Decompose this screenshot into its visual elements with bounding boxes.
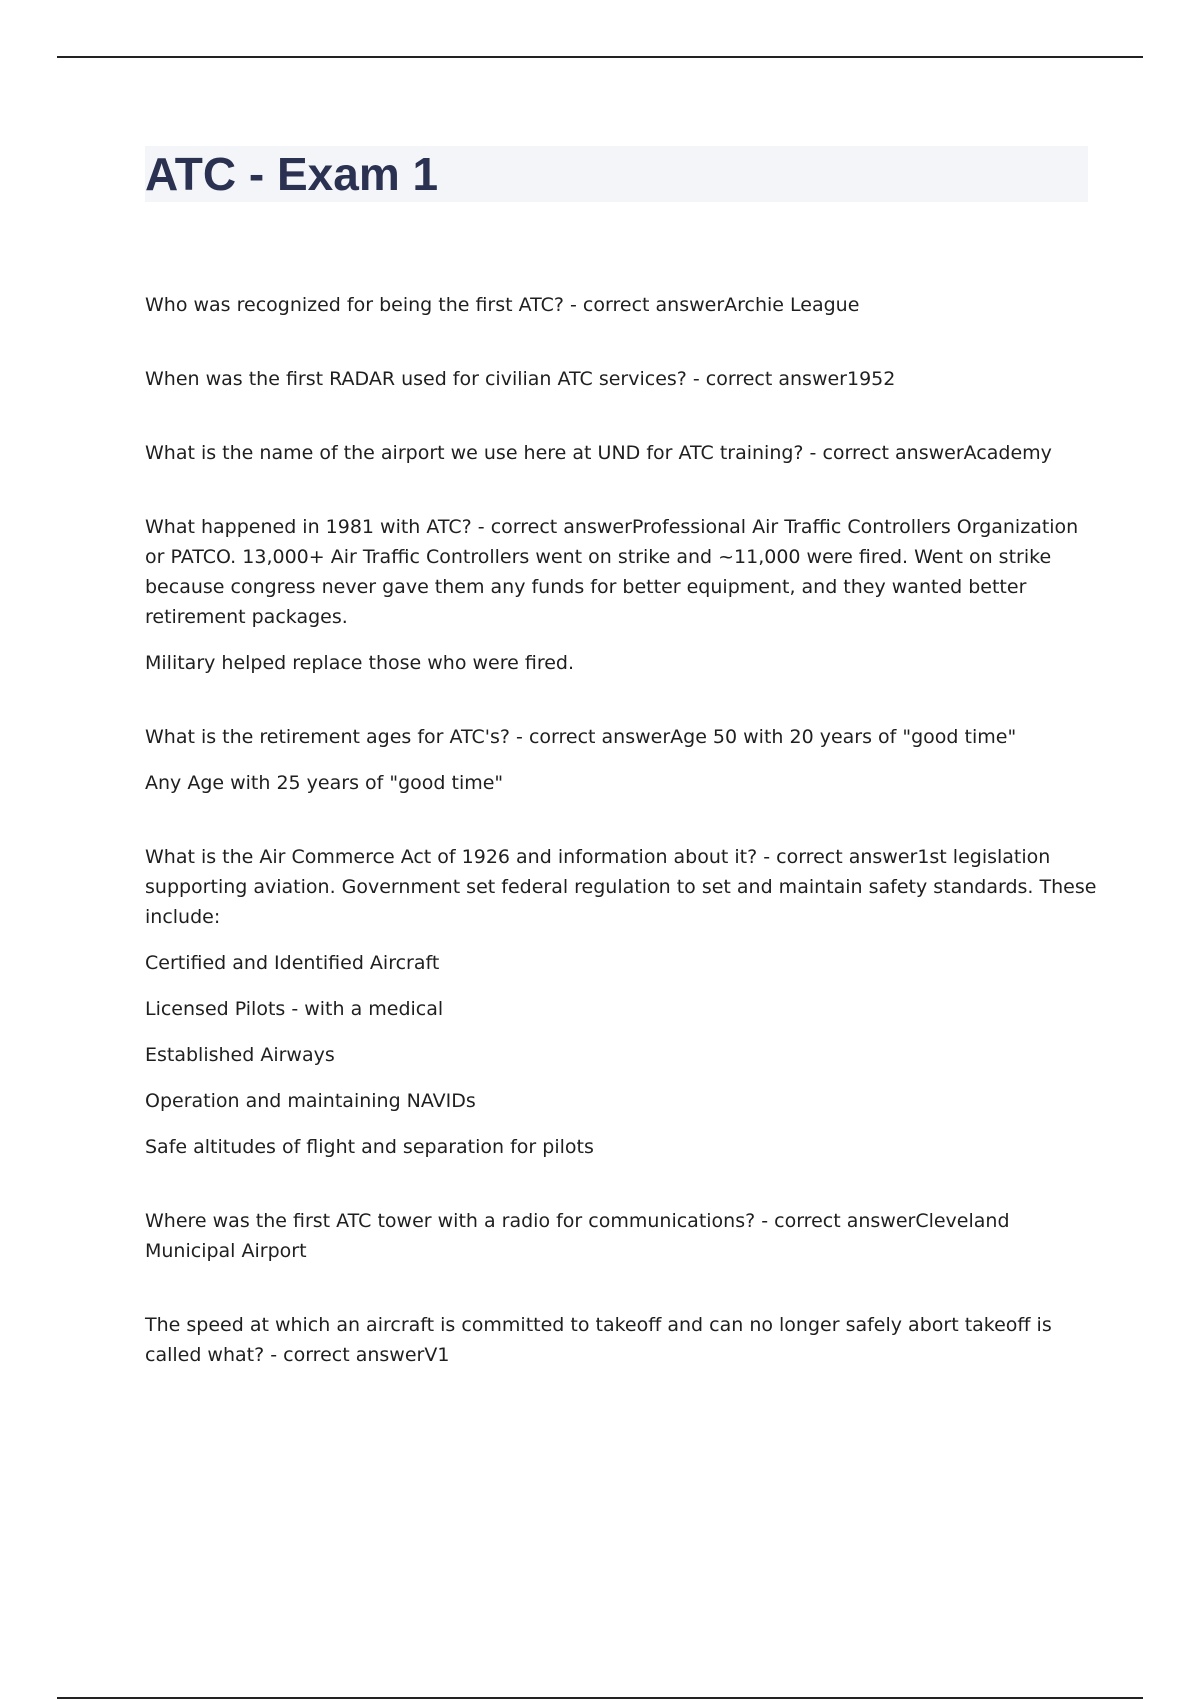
qa-item xyxy=(145,842,1100,1162)
qa-list xyxy=(145,290,1100,1414)
bottom-divider xyxy=(57,1697,1143,1699)
qa-item xyxy=(145,512,1100,678)
qa-question-answer: The speed at which an aircraft is committed to takeoff and can no longer safely abort takeoff is called what? - correct answerV1 xyxy=(145,1314,1052,1366)
qa-answer-line: Safe altitudes of flight and separation for pilots xyxy=(145,1136,594,1158)
qa-question-answer: What happened in 1981 with ATC? - correct answerProfessional Air Traffic Controllers Organization or PATCO. 13,000+ Air Traffic Controllers went on strike and ~11,000 were fired. Went on strike because congress never gave them any funds for better equipment, and they wanted better retirement packages. xyxy=(145,516,1079,628)
qa-answer-line: Operation and maintaining NAVIDs xyxy=(145,1090,476,1112)
qa-item xyxy=(145,438,1100,468)
qa-item xyxy=(145,290,1100,320)
qa-question-answer: Where was the first ATC tower with a radio for communications? - correct answerCleveland Municipal Airport xyxy=(145,1210,1010,1262)
qa-answer-line: Military helped replace those who were fired. xyxy=(145,652,575,674)
qa-answer-line: Any Age with 25 years of "good time" xyxy=(145,772,504,794)
qa-question-answer: Who was recognized for being the first ATC? - correct answerArchie League xyxy=(145,294,860,316)
qa-question-answer: What is the name of the airport we use here at UND for ATC training? - correct answerAcademy xyxy=(145,442,1052,464)
qa-question-answer: When was the first RADAR used for civilian ATC services? - correct answer1952 xyxy=(145,368,896,390)
qa-item xyxy=(145,1206,1100,1266)
qa-answer-line: Certified and Identified Aircraft xyxy=(145,952,440,974)
qa-answer-line: Established Airways xyxy=(145,1044,335,1066)
qa-question-answer: What is the Air Commerce Act of 1926 and information about it? - correct answer1st legislation supporting aviation. Government set federal regulation to set and maintain safety standards. These include: xyxy=(145,846,1097,928)
qa-answer-line: Licensed Pilots - with a medical xyxy=(145,998,444,1020)
qa-question-answer: What is the retirement ages for ATC's? - correct answerAge 50 with 20 years of "good time" xyxy=(145,726,1017,748)
qa-item xyxy=(145,722,1100,798)
qa-item xyxy=(145,1310,1100,1370)
page-title: ATC - Exam 1 xyxy=(145,148,439,200)
qa-item xyxy=(145,364,1100,394)
top-divider xyxy=(57,56,1143,58)
